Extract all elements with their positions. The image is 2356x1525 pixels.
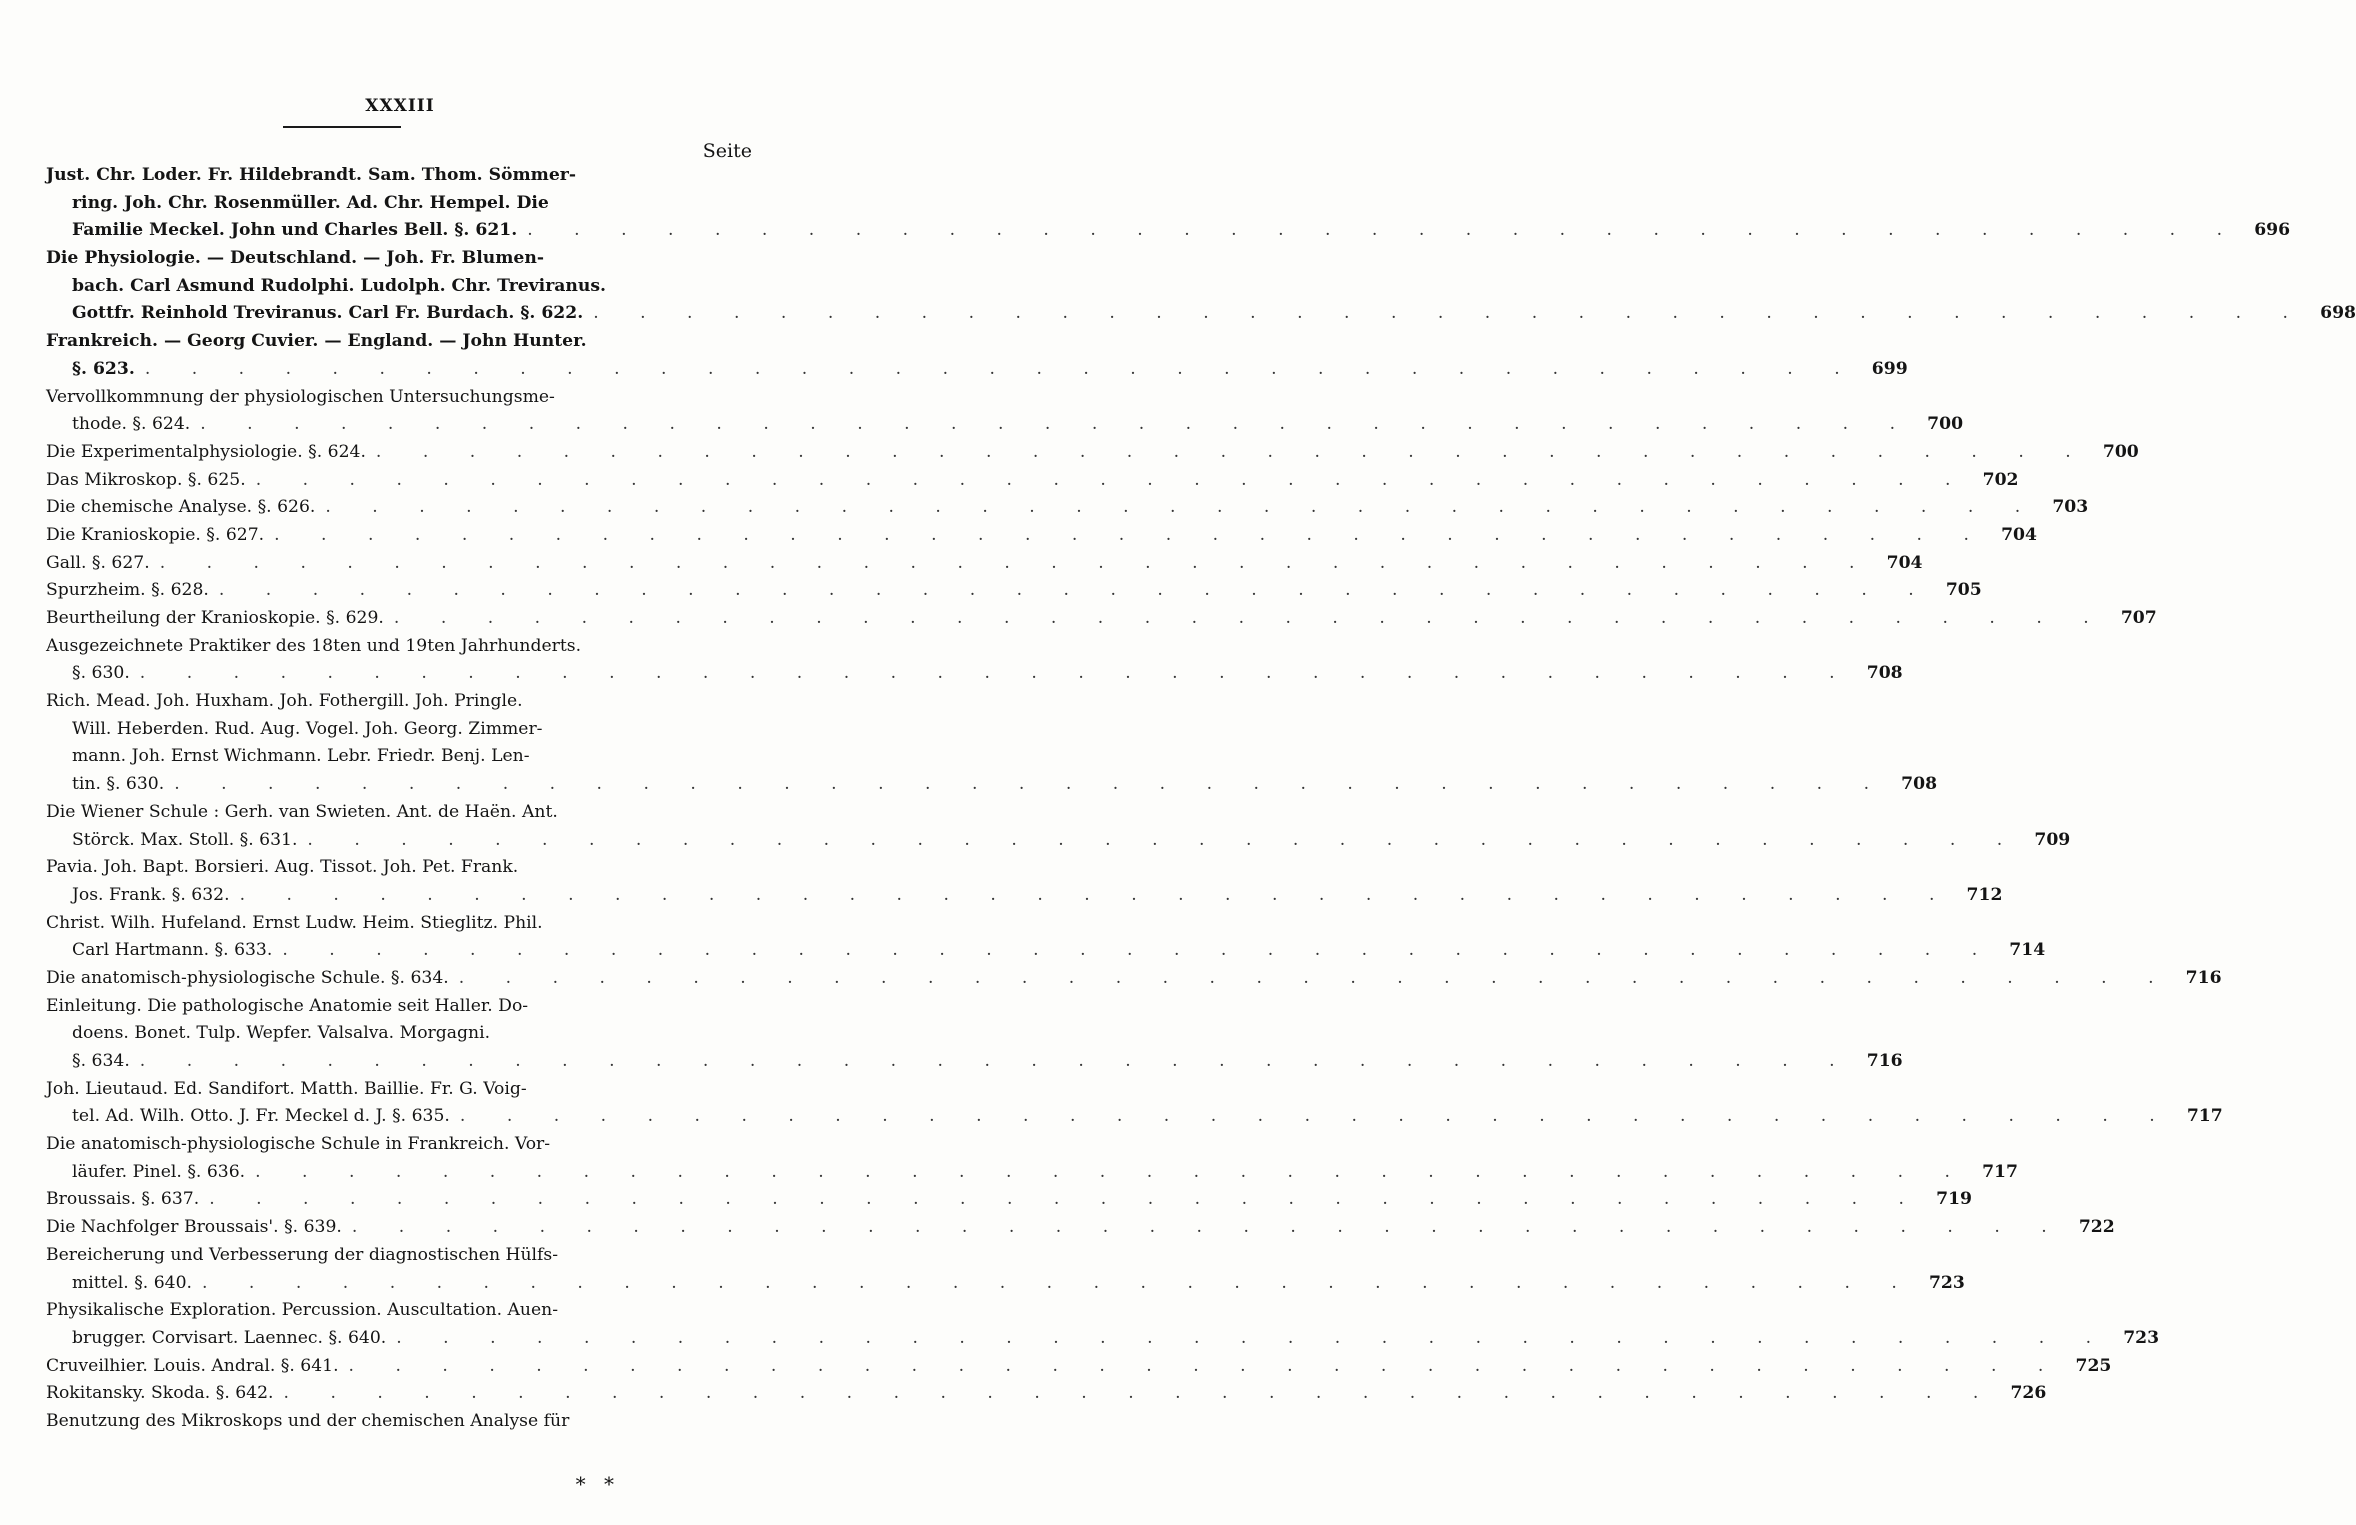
toc-page-number: 704 [1886,552,1923,573]
dot-leader: . . . . . . . . . . . . . . . . . . . . . . . . . . . . . . . . . . . . . [144,358,1858,379]
toc-entry-line-last [46,1159,2018,1187]
dot-leader: . . . . . . . . . . . . . . . . . . . . . . . . . . . . . . . . . . . . . [351,1217,2065,1238]
toc-page-number: 707 [2120,608,2157,628]
toc-entry-line-last [46,660,1903,688]
toc-entry [46,688,1938,799]
toc-entry-line-last [46,605,2157,633]
toc-entry [46,245,2356,328]
toc-entry-text: §. 634. [72,1051,130,1071]
toc-entry [46,439,2139,467]
dot-leader: . . . . . . . . . . . . . . . . . . . . . . . . . . . . . . . . . . . . . [239,884,1953,905]
toc-entry [46,1076,2223,1131]
dot-leader: . . . . . . . . . . . . . . . . . . . . . . . . . . . . . . . . . . . . . [274,524,1987,545]
toc-entry [46,328,1908,383]
toc-entry-line: Bereicherung und Verbesserung der diagnostischen Hülfs- [46,1244,559,1265]
dot-leader: . . . . . . . . . . . . . . . . . . . . . . . . . . . . . . . . . . . . . [159,552,1873,573]
toc-page-number: 726 [2010,1383,2047,1404]
dot-leader: . . . . . . . . . . . . . . . . . . . . . . . . . . . . . . . . . . . . . [459,1106,2173,1127]
toc-page-number: 708 [1901,774,1938,795]
toc-entry-text: Jos. Frank. §. 632. [72,884,230,905]
toc-entry-line: Joh. Lieutaud. Ed. Sandifort. Matth. Baillie. Fr. G. Voig- [46,1078,527,1099]
toc-entry [46,799,2071,854]
toc-page-number: 699 [1871,358,1908,379]
toc-page-number: 722 [2078,1217,2115,1238]
toc-entry-text: Die Experimentalphysiologie. §. 624. [46,441,366,462]
toc-page-number: 723 [1928,1272,1965,1293]
toc-entry [46,162,2291,245]
toc-page-number: 698 [2320,303,2356,324]
toc-entry [46,1380,2047,1408]
toc-page-number: 696 [2254,220,2291,241]
toc-entry [46,633,1903,688]
dot-leader: . . . . . . . . . . . . . . . . . . . . . . . . . . . . . . . . . . . . . [255,1161,1968,1182]
toc-entry-text: Die Nachfolger Broussais'. §. 639. [46,1217,342,1238]
dot-leader: . . . . . . . . . . . . . . . . . . . . . . . . . . . . . . . . . . . . . [348,1355,2062,1376]
toc-page-number: 702 [1982,469,2019,490]
toc-entry [46,854,2003,909]
toc-entry-line: Die Physiologie. — Deutschland. — Joh. Fr. Blumen- [46,248,544,269]
toc-entry-line-last [46,882,2003,910]
toc-entry-line: Vervollkommnung der physiologischen Untersuchungsme- [46,386,555,407]
toc-entry [46,1353,2112,1381]
toc-page-number: 709 [2034,829,2071,850]
toc-entry-text: §. 623. [72,358,135,379]
toc-page-number: 719 [1936,1189,1973,1210]
dot-leader: . . . . . . . . . . . . . . . . . . . . . . . . . . . . . . . . . . . . . [458,967,2172,988]
toc-entry [46,965,2222,993]
dot-leader: . . . . . . . . . . . . . . . . . . . . . . . . . . . . . . . . . . . . . [393,608,2107,628]
toc-entry-text: Die anatomisch-physiologische Schule. §. 634. [46,967,449,988]
toc-entry-line-last [46,1380,2047,1408]
toc-page-number: 723 [2123,1327,2160,1348]
toc-entry-line-last [46,300,2356,328]
toc-entry-line: mann. Joh. Ernst Wichmann. Lebr. Friedr. Benj. Len- [72,746,530,767]
toc-entry [46,494,2089,522]
toc-entry-text: Broussais. §. 637. [46,1189,200,1210]
toc-entry-line: Will. Heberden. Rud. Aug. Vogel. Joh. Georg. Zimmer- [72,718,543,739]
toc-entry [46,993,1903,1076]
toc-entry-text: Beurtheilung der Kranioskopie. §. 629. [46,608,384,628]
toc-page-number: 716 [1866,1051,1903,1071]
dot-leader: . . . . . . . . . . . . . . . . . . . . . . . . . . . . . . . . . . . . . [209,1189,1923,1210]
toc-entry [46,1242,1965,1297]
toc-entry-line-last [46,577,1982,605]
toc-entry [46,910,2046,965]
toc-entry-line: doens. Bonet. Tulp. Wepfer. Valsalva. Morgagni. [72,1023,491,1044]
dot-leader: . . . . . . . . . . . . . . . . . . . . . . . . . . . . . . . . . . . . . [139,663,1853,684]
toc-page-number: 712 [1966,884,2003,905]
dot-leader: . . . . . . . . . . . . . . . . . . . . . . . . . . . . . . . . . . . . . [282,940,1996,961]
toc-entry [46,605,2157,633]
toc-page-number: 708 [1866,663,1903,684]
toc-entry-line-last [46,217,2291,245]
toc-page-number: 716 [2185,967,2222,988]
toc-page-number: 703 [2052,497,2089,518]
dot-leader: . . . . . . . . . . . . . . . . . . . . . . . . . . . . . . . . . . . . . [174,774,1888,795]
header-rule [283,126,401,128]
toc-entry [46,467,2019,495]
toc-page-number: 700 [2102,441,2139,462]
toc-entry-text: §. 630. [72,663,130,684]
toc-entry-text: brugger. Corvisart. Laennec. §. 640. [72,1327,387,1348]
toc-page-number: 725 [2075,1355,2112,1376]
toc-entry-line-last [46,1186,1973,1214]
toc-entry-line: Pavia. Joh. Bapt. Borsieri. Aug. Tissot. Joh. Pet. Frank. [46,857,519,878]
dot-leader: . . . . . . . . . . . . . . . . . . . . . . . . . . . . . . . . . . . . . [325,497,2039,518]
toc-entry-line-last [46,356,1908,384]
page-number: XXXIII [365,96,435,116]
toc-entry-text: tin. §. 630. [72,774,165,795]
toc-entry-line-last [46,550,1923,578]
toc-entry-line: Just. Chr. Loder. Fr. Hildebrandt. Sam. Thom. Sömmer- [46,165,576,185]
toc-entry-text: läufer. Pinel. §. 636. [72,1161,246,1182]
seite-label: Seite [702,140,752,162]
toc-page-number: 717 [1982,1161,2018,1182]
toc-entry-line: Ausgezeichnete Praktiker des 18ten und 19ten Jahrhunderts. [46,635,582,656]
toc-entry-text: Carl Hartmann. §. 633. [72,940,273,961]
toc-entry-line: bach. Carl Asmund Rudolphi. Ludolph. Chr. Treviranus. [72,275,607,296]
toc-entry-line-last [46,1214,2115,1242]
dot-leader: . . . . . . . . . . . . . . . . . . . . . . . . . . . . . . . . . . . . . [255,469,1969,490]
toc-entry-text: Die chemische Analyse. §. 626. [46,497,316,518]
dot-leader: . . . . . . . . . . . . . . . . . . . . . . . . . . . . . . . . . . . . . [202,1272,1915,1293]
toc-entry-line: Physikalische Exploration. Percussion. Auscultation. Auen- [46,1300,559,1321]
toc-entry-text: Spurzheim. §. 628. [46,580,209,601]
dot-leader: . . . . . . . . . . . . . . . . . . . . . . . . . . . . . . . . . . . . . [527,220,2241,241]
toc-entry-line-last [46,439,2139,467]
toc-entry-text: Rokitansky. Skoda. §. 642. [46,1383,274,1404]
toc-entry-line: Christ. Wilh. Hufeland. Ernst Ludw. Heim. Stieglitz. Phil. [46,912,543,933]
toc-page-number: 700 [1927,414,1964,435]
toc-entry-line-last [46,522,2037,550]
toc-entry-line-last [46,965,2222,993]
toc-entry-line-last [46,1103,2223,1131]
toc-entry-line-last [46,1353,2112,1381]
dot-leader: . . . . . . . . . . . . . . . . . . . . . . . . . . . . . . . . . . . . . [218,580,1932,601]
dot-leader: . . . . . . . . . . . . . . . . . . . . . . . . . . . . . . . . . . . . . [200,414,1914,435]
toc-entry-text: Die Kranioskopie. §. 627. [46,524,265,545]
toc-entry-line: Benutzung des Mikroskops und der chemischen Analyse für [46,1410,570,1431]
toc-entry-line-last [46,494,2089,522]
dot-leader: . . . . . . . . . . . . . . . . . . . . . . . . . . . . . . . . . . . . . [139,1051,1853,1071]
toc-page-number: 705 [1945,580,1982,601]
toc-entry-line-last [46,937,2046,965]
dot-leader: . . . . . . . . . . . . . . . . . . . . . . . . . . . . . . . . . . . . . [396,1327,2110,1348]
toc-entry [46,1186,1973,1214]
toc-entry-text: Familie Meckel. John und Charles Bell. §. 621. [72,220,518,241]
toc-entry [46,1408,766,1436]
toc-entry-text: Cruveilhier. Louis. Andral. §. 641. [46,1355,339,1376]
toc-entry-line-last [46,1325,2160,1353]
toc-entry-line: Frankreich. — Georg Cuvier. — England. — John Hunter. [46,331,587,352]
toc-entry-line: Rich. Mead. Joh. Huxham. Joh. Fothergill. Joh. Pringle. [46,691,523,712]
toc-page-number: 704 [2001,524,2037,545]
toc-entry-line: ring. Joh. Chr. Rosenmüller. Ad. Chr. Hempel. Die [72,192,549,213]
toc-entry-text: Gottfr. Reinhold Treviranus. Carl Fr. Burdach. §. 622. [72,303,584,324]
toc-entry [46,384,1964,439]
dot-leader: . . . . . . . . . . . . . . . . . . . . . . . . . . . . . . . . . . . . . [307,829,2021,850]
toc-entry [46,577,1982,605]
toc-entry-text: Das Mikroskop. §. 625. [46,469,246,490]
signature-mark: * * [575,1472,620,1496]
dot-leader: . . . . . . . . . . . . . . . . . . . . . . . . . . . . . . . . . . . . . [375,441,2089,462]
toc-entry-line: Einleitung. Die pathologische Anatomie seit Haller. Do- [46,995,529,1016]
toc-entry-line: Die Wiener Schule : Gerh. van Swieten. Ant. de Haën. Ant. [46,801,558,822]
toc-entry-line-last [46,827,2071,855]
toc-entry-text: Gall. §. 627. [46,552,150,573]
toc-entry-line-last [46,1048,1903,1076]
toc-entry-line-last [46,771,1938,799]
toc-entry [46,1214,2115,1242]
toc-page-number: 714 [2009,940,2046,961]
toc-entry [46,550,1923,578]
toc-entry-line-last [46,467,2019,495]
toc-entry-text: Störck. Max. Stoll. §. 631. [72,829,298,850]
toc-entry-text: mittel. §. 640. [72,1272,192,1293]
toc-entries [46,162,2356,1436]
toc-entry-line: Die anatomisch-physiologische Schule in Frankreich. Vor- [46,1134,551,1155]
toc-entry-text: tel. Ad. Wilh. Otto. J. Fr. Meckel d. J. §. 635. [72,1106,450,1127]
toc-entry [46,1131,2018,1186]
toc-entry-line-last [46,1270,1965,1298]
dot-leader: . . . . . . . . . . . . . . . . . . . . . . . . . . . . . . . . . . . . . [593,303,2307,324]
toc-entry [46,522,2037,550]
toc-entry-text: thode. §. 624. [72,414,191,435]
toc-entry [46,1297,2160,1352]
dot-leader: . . . . . . . . . . . . . . . . . . . . . . . . . . . . . . . . . . . . . [283,1383,1997,1404]
toc-entry-line-last [46,411,1964,439]
toc-page-number: 717 [2186,1106,2223,1127]
